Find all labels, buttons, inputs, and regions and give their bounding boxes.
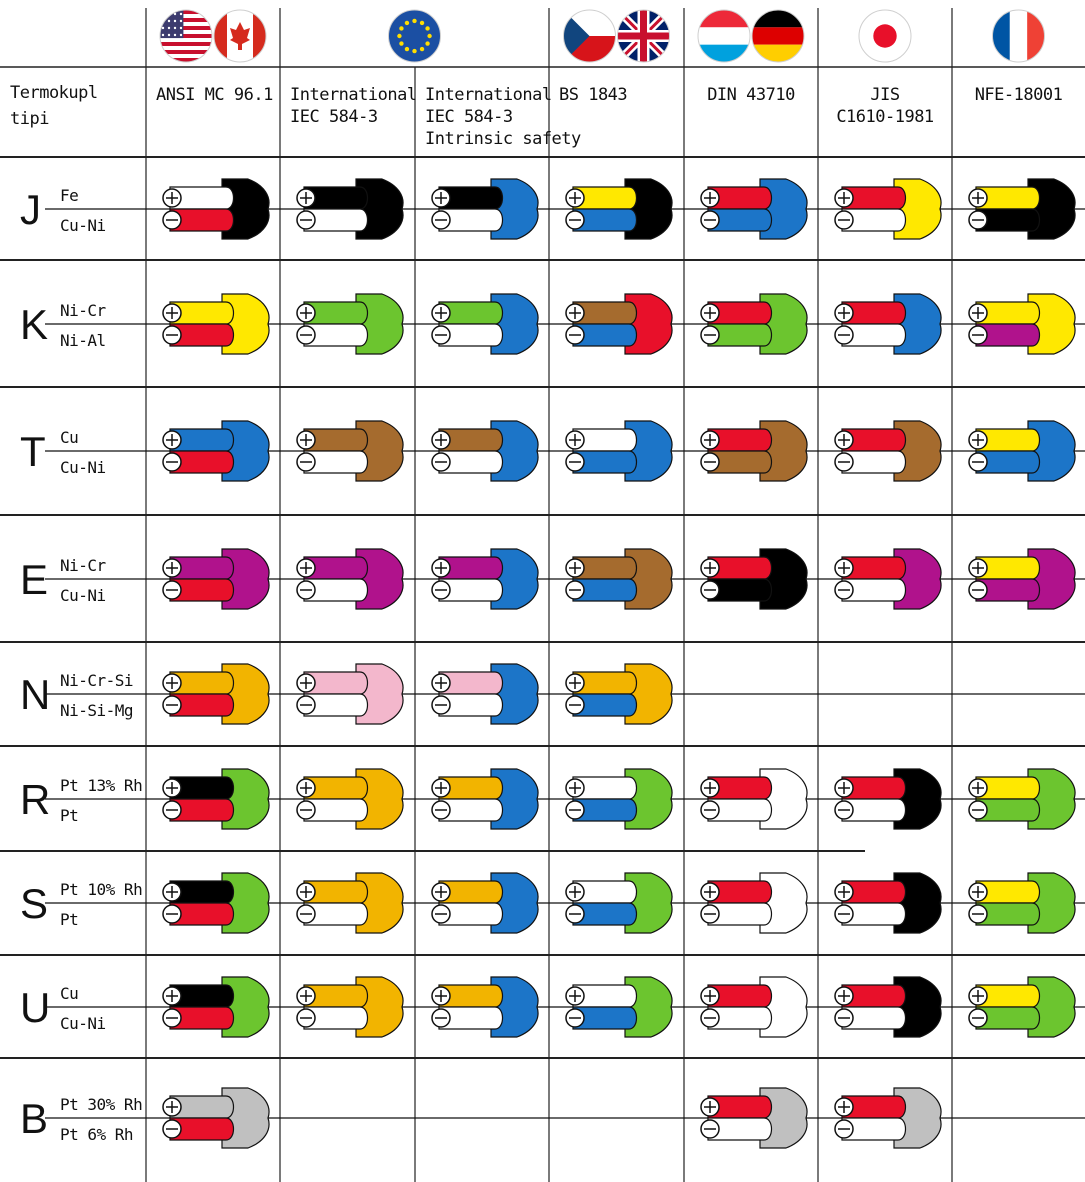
cable-icon (835, 1088, 941, 1148)
cable-icon (566, 294, 672, 354)
cable-icon (969, 294, 1075, 354)
negative-alloy-label: Cu-Ni (60, 586, 106, 605)
cable-icon (163, 873, 269, 933)
cable-icon (835, 769, 941, 829)
cable-icon (297, 421, 403, 481)
germany-flag-icon (752, 10, 804, 63)
negative-alloy-label: Cu-Ni (60, 458, 106, 477)
thermocouple-type-letter: T (20, 428, 46, 475)
type-column-header (10, 83, 98, 129)
cable-icon (432, 179, 538, 239)
cable-icon (835, 977, 941, 1037)
cable-icon (432, 873, 538, 933)
standard-name: C1610-1981 (836, 107, 934, 127)
cable-icon (835, 294, 941, 354)
cable-icon (835, 549, 941, 609)
cable-icon (297, 977, 403, 1037)
negative-alloy-label: Ni-Si-Mg (60, 701, 134, 720)
positive-alloy-label: Cu (60, 428, 79, 447)
positive-alloy-label: Ni-Cr-Si (60, 671, 134, 690)
cable-icon (701, 977, 807, 1037)
type-header-line: tipi (10, 109, 49, 129)
canada-flag-icon (214, 10, 266, 62)
thermocouple-type-letter: R (20, 776, 51, 823)
uk-flag-icon (618, 10, 670, 62)
cable-icon (297, 664, 403, 724)
negative-alloy-label: Pt 6% Rh (60, 1125, 134, 1144)
cable-icon (432, 977, 538, 1037)
thermocouple-type-letter: E (20, 556, 49, 603)
negative-alloy-label: Ni-Al (60, 331, 106, 350)
cable-icon (566, 873, 672, 933)
thermocouple-type-letter: B (20, 1095, 49, 1142)
standard-name: BS 1843 (559, 85, 628, 105)
thermocouple-row-t (20, 421, 1085, 481)
cable-icon (163, 179, 269, 239)
standard-name: International (425, 85, 552, 105)
standard-header-2 (425, 85, 581, 149)
thermocouple-row-r (20, 769, 1085, 829)
thermocouple-type-letter: S (20, 880, 49, 927)
cable-icon (297, 179, 403, 239)
cable-icon (701, 873, 807, 933)
standard-name: IEC 584-3 (425, 107, 513, 127)
type-header-line: Termokupl (10, 83, 98, 103)
cable-icon (969, 421, 1075, 481)
standard-header-0 (156, 10, 273, 105)
cable-icon (969, 769, 1075, 829)
standard-name: ANSI MC 96.1 (156, 85, 273, 105)
thermocouple-type-letter: J (20, 186, 41, 233)
positive-alloy-label: Pt 13% Rh (60, 776, 143, 795)
negative-alloy-label: Pt (60, 910, 79, 929)
cable-icon (835, 873, 941, 933)
thermocouple-type-letter: U (20, 984, 51, 1031)
thermocouple-row-j (20, 179, 1085, 239)
cable-icon (163, 294, 269, 354)
cable-icon (163, 977, 269, 1037)
czech-flag-icon (564, 10, 616, 62)
positive-alloy-label: Pt 30% Rh (60, 1095, 143, 1114)
cable-icon (297, 294, 403, 354)
cable-icon (835, 421, 941, 481)
standard-header-5 (836, 10, 934, 127)
cable-icon (566, 664, 672, 724)
cable-icon (969, 977, 1075, 1037)
standard-name: NFE-18001 (974, 85, 1063, 105)
positive-alloy-label: Cu (60, 984, 79, 1003)
cable-icon (701, 294, 807, 354)
cable-icon (297, 549, 403, 609)
cable-icon (701, 549, 807, 609)
cable-icon (163, 769, 269, 829)
negative-alloy-label: Pt (60, 806, 79, 825)
cable-icon (432, 294, 538, 354)
standard-header-6 (975, 10, 1063, 105)
thermocouple-row-s (20, 873, 1085, 933)
standard-name: JIS (870, 85, 900, 105)
thermocouple-type-letter: N (20, 671, 51, 718)
standard-header-1 (290, 10, 441, 127)
france-flag-icon (993, 10, 1046, 62)
standard-name: International (290, 85, 417, 105)
thermocouple-row-b (20, 1088, 1085, 1148)
cable-icon (163, 1088, 269, 1148)
cable-icon (297, 769, 403, 829)
cable-icon (163, 549, 269, 609)
cable-icon (969, 179, 1075, 239)
thermocouple-row-e (20, 549, 1085, 609)
cable-icon (297, 873, 403, 933)
positive-alloy-label: Ni-Cr (60, 556, 106, 575)
cable-icon (969, 873, 1075, 933)
cable-icon (566, 421, 672, 481)
cable-icon (566, 977, 672, 1037)
standard-header-4 (698, 10, 804, 105)
cable-icon (566, 769, 672, 829)
negative-alloy-label: Cu-Ni (60, 216, 106, 235)
cable-icon (701, 769, 807, 829)
cable-icon (432, 549, 538, 609)
positive-alloy-label: Ni-Cr (60, 301, 106, 320)
standard-name: IEC 584-3 (290, 107, 378, 127)
cable-icon (432, 769, 538, 829)
thermocouple-row-n (20, 664, 1085, 724)
thermocouple-row-k (20, 294, 1085, 354)
positive-alloy-label: Pt 10% Rh (60, 880, 143, 899)
luxembourg-flag-icon (698, 10, 750, 63)
cable-icon (163, 421, 269, 481)
cable-icon (835, 179, 941, 239)
positive-alloy-label: Fe (60, 186, 79, 205)
table-header (10, 10, 1063, 149)
standard-header-3 (559, 10, 670, 105)
cable-icon (566, 179, 672, 239)
negative-alloy-label: Cu-Ni (60, 1014, 106, 1033)
thermocouple-type-letter: K (20, 301, 49, 348)
usa-flag-icon (160, 10, 212, 63)
japan-flag-icon (859, 10, 911, 62)
cable-icon (701, 179, 807, 239)
cable-icon (432, 664, 538, 724)
cable-icon (701, 1088, 807, 1148)
cable-icon (701, 421, 807, 481)
cable-icon (432, 421, 538, 481)
cable-icon (163, 664, 269, 724)
eu-flag-icon (389, 10, 441, 62)
cable-icon (969, 549, 1075, 609)
thermocouple-row-u (20, 977, 1085, 1037)
standard-name: Intrinsic safety (425, 129, 581, 149)
cable-icon (566, 549, 672, 609)
standard-name: DIN 43710 (707, 85, 795, 105)
